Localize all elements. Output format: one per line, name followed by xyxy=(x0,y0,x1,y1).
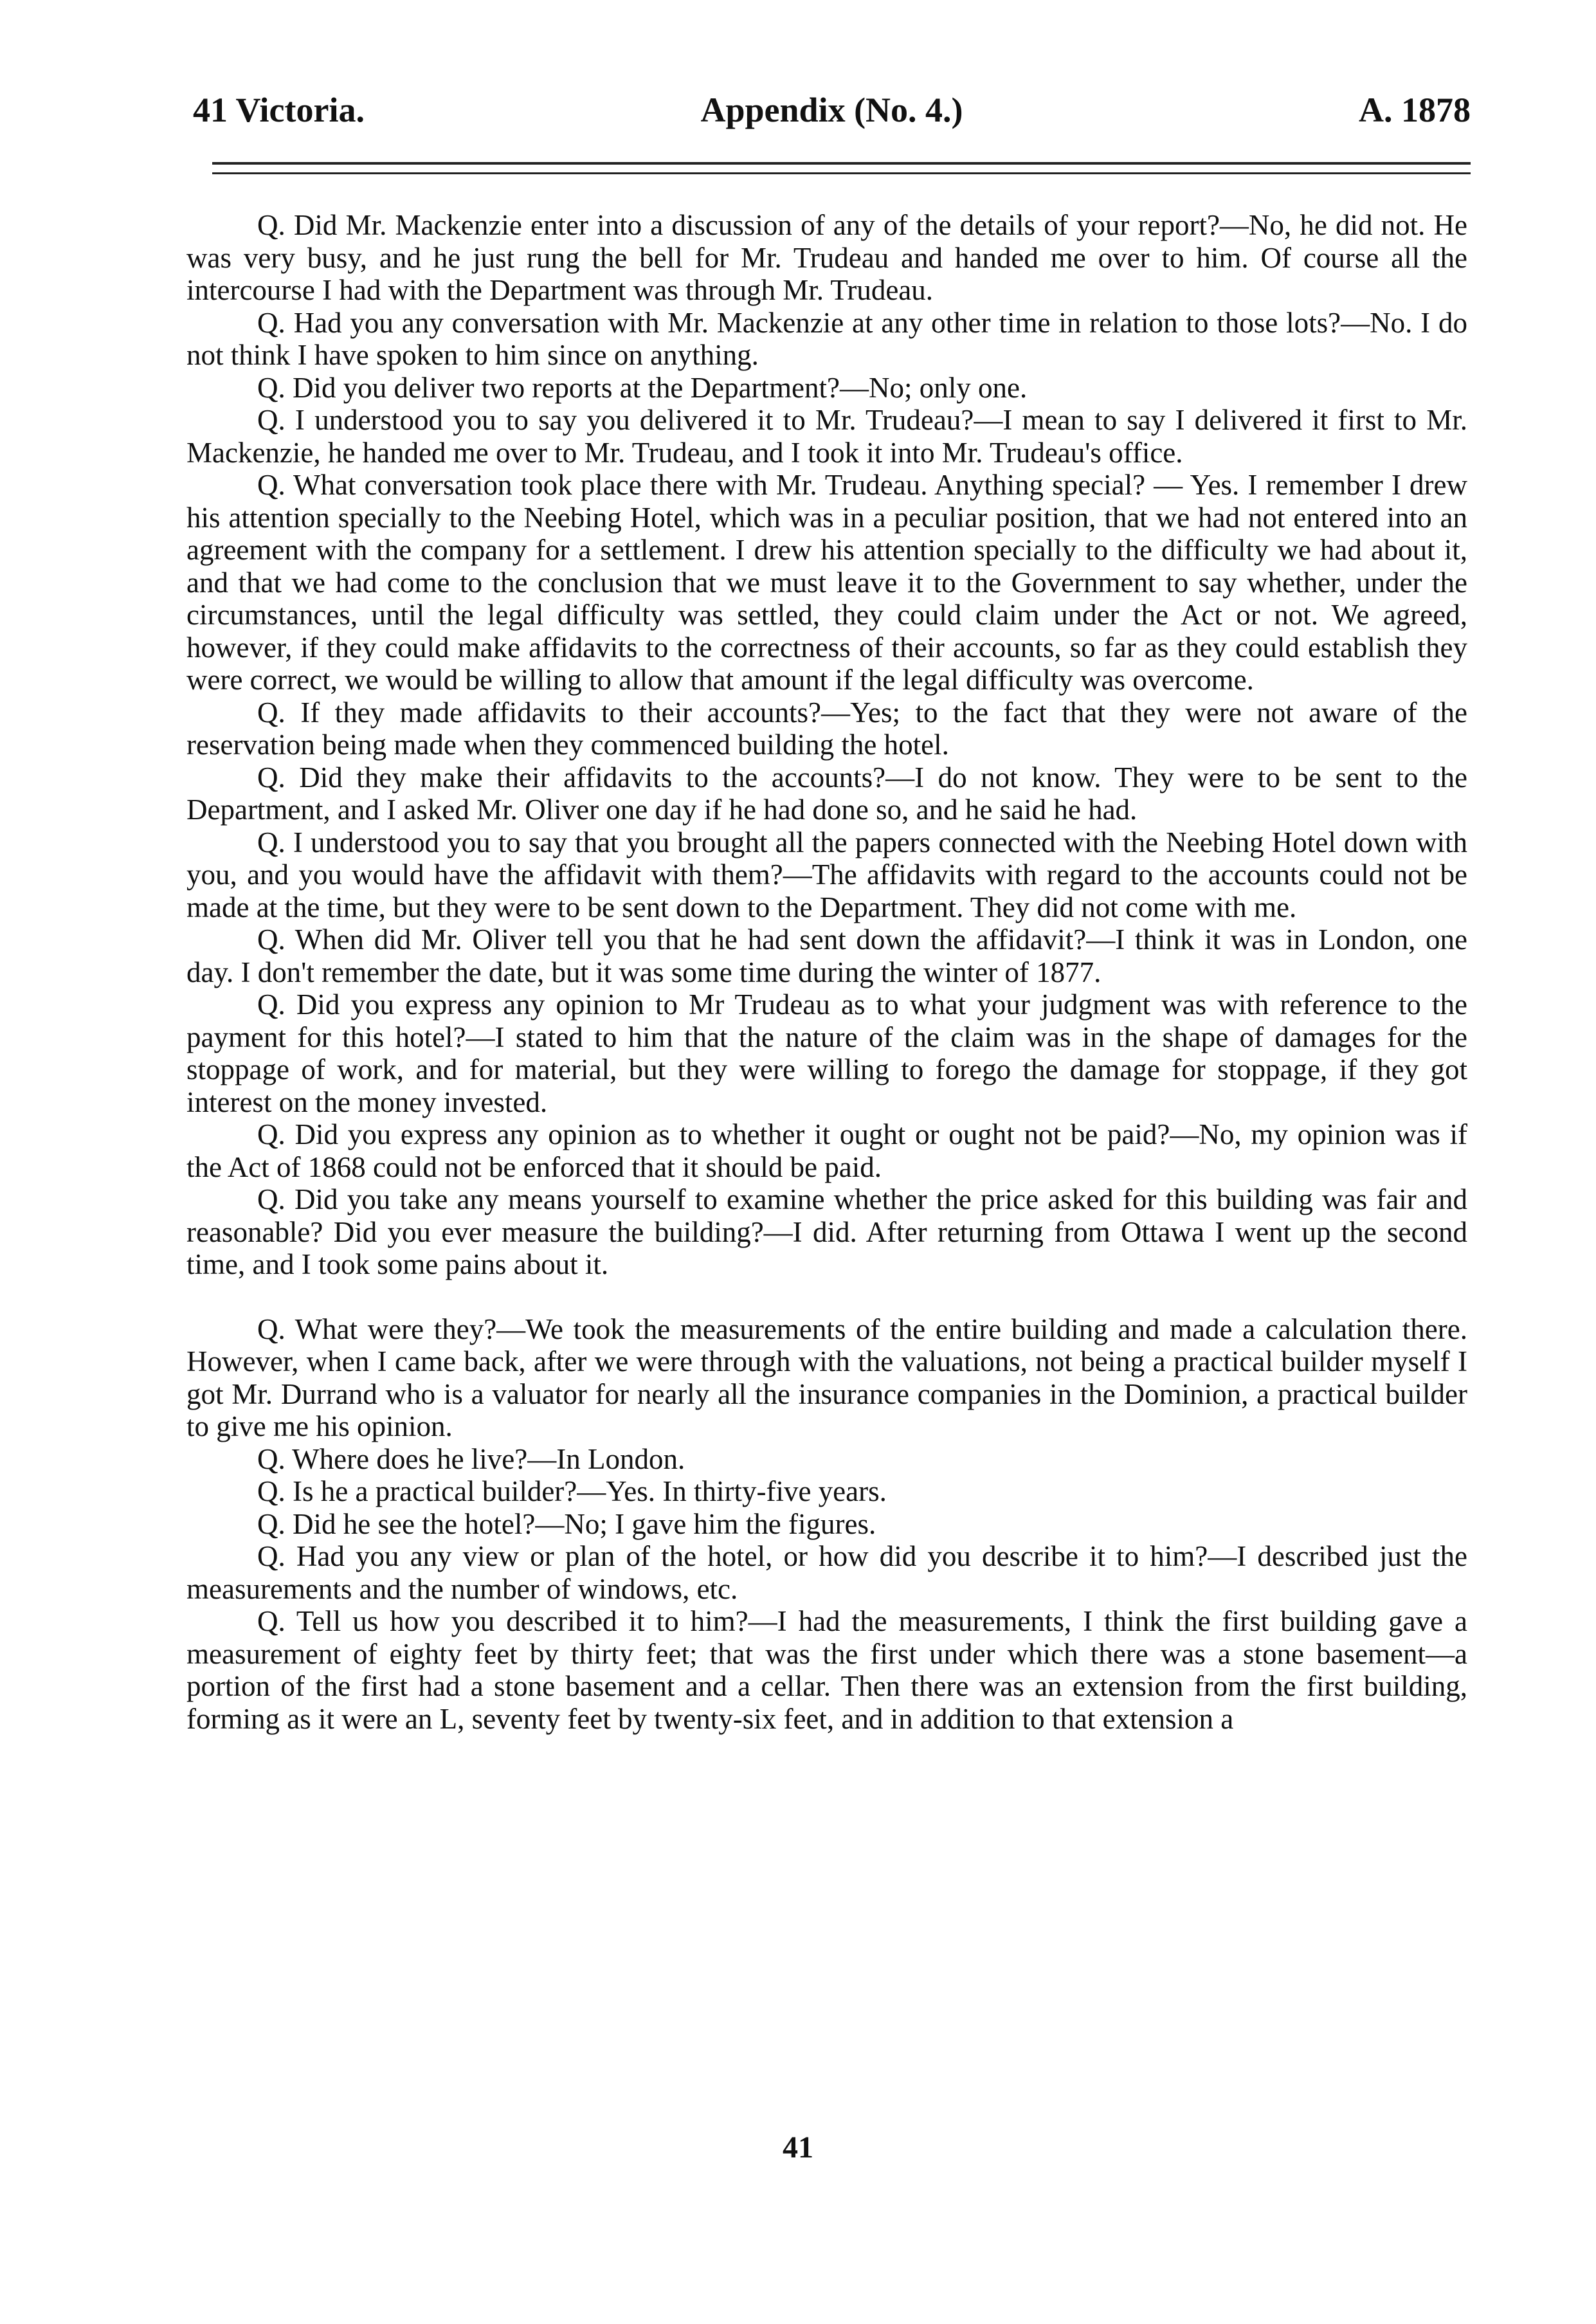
paragraph: Q. Did you take any means yourself to examine whether the price asked for this building was fair and reasonable? Did you ever measure the building?—I did. After returning from Ottawa I went up the second time, and I took some pains about it. xyxy=(186,1183,1467,1280)
paragraph: Q. I understood you to say that you brought all the papers connected with the Neebing Hotel down with you, and you would have the affidavit with them?—The affidavits with regard to the accounts could not be made at the time, but they were to be sent down to the Department. They did not come with me. xyxy=(186,826,1467,923)
header-rule-top xyxy=(212,162,1471,165)
header-session: 41 Victoria. xyxy=(193,91,365,129)
header-rule-bottom xyxy=(212,172,1471,174)
header-appendix: Appendix (No. 4.) xyxy=(700,91,963,129)
header-year: A. 1878 xyxy=(1359,91,1471,129)
paragraph: Q. Did they make their affidavits to the accounts?—I do not know. They were to be sent to the Department, and I asked Mr. Oliver one day if he had done so, and he said he had. xyxy=(186,761,1467,826)
paragraph: Q. When did Mr. Oliver tell you that he had sent down the affidavit?—I think it was in London, one day. I don't remember the date, but it was some time during the winter of 1877. xyxy=(186,923,1467,988)
paragraph: Q. Had you any conversation with Mr. Mackenzie at any other time in relation to those lots?—No. I do not think I have spoken to him since on anything. xyxy=(186,306,1467,371)
paragraph: Q. If they made affidavits to their accounts?—Yes; to the fact that they were not aware of the reservation being made when they commenced building the hotel. xyxy=(186,696,1467,761)
paragraph: Q. Did he see the hotel?—No; I gave him the figures. xyxy=(257,1507,876,1540)
paragraph: Q. Where does he live?—In London. xyxy=(257,1442,685,1475)
running-header xyxy=(193,84,1471,141)
body-text xyxy=(186,209,1467,1735)
paragraph: Q. Did you express any opinion as to whether it ought or ought not be paid?—No, my opinion was if the Act of 1868 could not be enforced that it should be paid. xyxy=(186,1118,1467,1183)
paragraph: Q. Is he a practical builder?—Yes. In thirty-five years. xyxy=(257,1475,887,1507)
paragraph: Q. What were they?—We took the measurements of the entire building and made a calculation there. However, when I came back, after we were through with the valuations, not being a practical builder myself I got Mr. Durrand who is a valuator for nearly all the insurance companies in the Dominion, a practical builder to give me his opinion. xyxy=(186,1312,1467,1442)
paragraph: Q. Did you express any opinion to Mr Trudeau as to what your judgment was with reference to the payment for this hotel?—I stated to him that the nature of the claim was in the shape of damages for the stoppage of work, and for material, but they were willing to forego the damage for stoppage, if they got interest on the money invested. xyxy=(186,988,1467,1118)
paragraph: Q. Tell us how you described it to him?—I had the measurements, I think the first building gave a measurement of eighty feet by thirty feet; that was the first under which there was a stone basement—a portion of the first had a stone basement and a cellar. Then there was an extension from the first building, forming as it were an L, seventy feet by twenty-six feet, and in addition to that extension a xyxy=(186,1605,1467,1735)
paragraph: Q. Did Mr. Mackenzie enter into a discussion of any of the details of your report?—No, he did not. He was very busy, and he just rung the bell for Mr. Trudeau and handed me over to him. Of course all the intercourse I had with the Department was through Mr. Trudeau. xyxy=(186,209,1467,306)
paragraph: Q. Did you deliver two reports at the Department?—No; only one. xyxy=(257,371,1028,404)
paragraph: Q. Had you any view or plan of the hotel, or how did you describe it to him?—I described just the measurements and the number of windows, etc. xyxy=(186,1540,1467,1605)
paragraph: Q. What conversation took place there with Mr. Trudeau. Anything special? — Yes. I remember I drew his attention specially to the Neebing Hotel, which was in a peculiar position, that we had not entered into an agreement with the company for a settlement. I drew his attention specially to the difficulty we had about it, and that we had come to the conclusion that we must leave it to the Government to say whether, under the circumstances, until the legal difficulty was settled, they could claim under the Act or not. We agreed, however, if they could make affidavits to the correctness of their accounts, so far as they could establish they were correct, we would be willing to allow that amount if the legal difficulty was overcome. xyxy=(186,469,1467,696)
paragraph: Q. I understood you to say you delivered it to Mr. Trudeau?—I mean to say I delivered it first to Mr. Mackenzie, he handed me over to Mr. Trudeau, and I took it into Mr. Trudeau's office. xyxy=(186,404,1467,469)
page-number: 41 xyxy=(783,2130,813,2165)
